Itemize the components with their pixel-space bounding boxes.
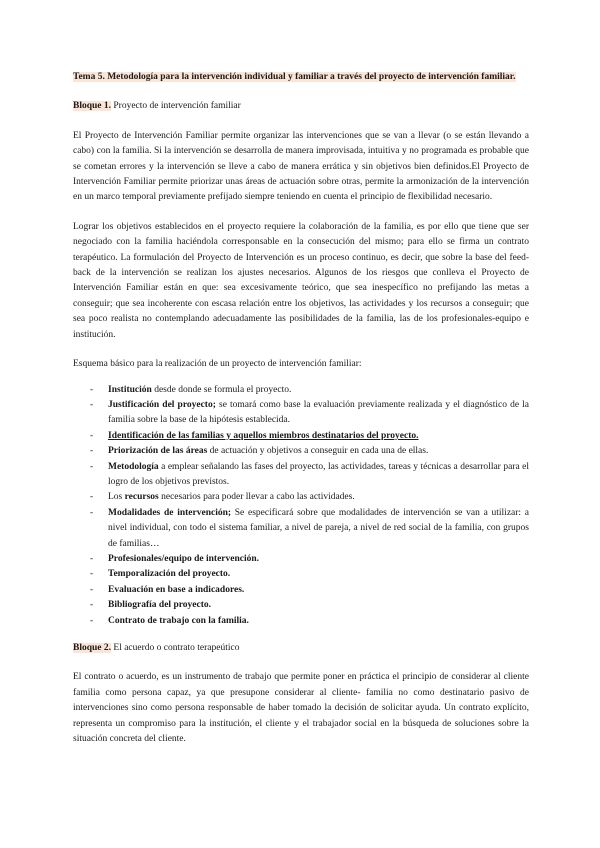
bullet-dash: - bbox=[90, 430, 94, 441]
item-bold: Contrato de trabajo con la familia. bbox=[108, 615, 249, 626]
list-item bbox=[73, 490, 529, 505]
bloque-2-label: Bloque 2. bbox=[73, 643, 112, 653]
item-prefix: Los bbox=[108, 492, 125, 503]
list-item bbox=[73, 614, 529, 629]
paragraph-1: El Proyecto de Intervención Familiar permite organizar las intervenciones que se van a llevar (o se están llevando a cabo) con la familia. Si la intervención se desarrolla de manera improvisada, intuitiva y no programada es probable que se cometan errores y la intervención se lleve a cabo de manera errática y sin objetivos bien definidos.El Proyecto de Intervención Familiar permite priorizar unas áreas de actuación sobre otras, permite la armonización de la intervención en un marco temporal previamente prefijado siempre teniendo en cuenta el principio de flexibilidad necesario. bbox=[73, 130, 529, 203]
item-text: Se especificará sobre que modalidades de intervención se van a utilizar: a nivel individual, con todo el sistema familiar, a nivel de pareja, a nivel de red social de la familia, con grupos de familias… bbox=[108, 507, 529, 549]
bullet-dash: - bbox=[90, 399, 94, 410]
item-bold: Identificación de las familias y aquellos miembros destinatarios del proyecto. bbox=[108, 430, 419, 441]
scheme-intro: Esquema básico para la realización de un proyecto de intervención familiar: bbox=[73, 359, 362, 370]
list-item bbox=[73, 398, 529, 429]
item-bold: Evaluación en base a indicadores. bbox=[108, 584, 245, 595]
item-bold: Modalidades de intervención; bbox=[108, 507, 232, 518]
item-bold: Metodología bbox=[108, 461, 159, 472]
bullet-dash: - bbox=[90, 461, 94, 472]
item-text: desde donde se formula el proyecto. bbox=[151, 384, 292, 395]
bullet-dash: - bbox=[90, 569, 94, 580]
list-item bbox=[73, 583, 529, 598]
bullet-dash: - bbox=[90, 384, 94, 395]
item-text: se tomará como base la evaluación previamente realizada y el diagnóstico de la familia sobre la base de la hipótesis establecida. bbox=[108, 399, 529, 426]
item-bold: Justificación del proyecto; bbox=[108, 399, 216, 410]
title-text: Tema 5. Metodología para la intervención individual y familiar a través del proyecto de intervención familiar. bbox=[73, 72, 516, 82]
list-item bbox=[73, 567, 529, 582]
list-item bbox=[73, 598, 529, 613]
item-bold: recursos bbox=[124, 492, 159, 503]
list-item bbox=[73, 383, 529, 398]
document-page bbox=[73, 70, 529, 761]
list-item bbox=[73, 552, 529, 567]
list-item bbox=[73, 444, 529, 459]
bloque-1-heading bbox=[73, 99, 529, 114]
bullet-dash: - bbox=[90, 492, 94, 503]
paragraph-3: El contrato o acuerdo, es un instrumento de trabajo que permite poner en práctica el principio de considerar al cliente familia como persona capaz, ya que presupone considerar al cliente- familia no como destinatario pasivo de intervenciones sino como persona responsable de haber tomado la decisión de solicitar ayuda. Un contrato explícito, representa un compromiso para la institución, el cliente y el trabajador social en la búsqueda de soluciones sobre la situación concreta del cliente. bbox=[73, 672, 529, 745]
item-text: necesarios para poder llevar a cabo las actividades. bbox=[158, 492, 355, 503]
bloque-2-heading bbox=[73, 641, 529, 656]
bullet-dash: - bbox=[90, 446, 94, 457]
bullet-dash: - bbox=[90, 507, 94, 518]
bullet-dash: - bbox=[90, 553, 94, 564]
item-bold: Temporalización del proyecto. bbox=[108, 569, 231, 580]
paragraph-2: Lograr los objetivos establecidos en el proyecto requiere la colaboración de la familia, es por ello que tiene que ser negociado con la familia haciéndola corresponsable en la consecución del mismo; para ello se firma un contrato terapéutico. La formulación del Proyecto de Intervención es un proceso continuo, es decir, que sobre la base del feed-back de la intervención se realizan los ajustes necesarios. Algunos de los riesgos que conlleva el Proyecto de Intervención Familiar están en que: sea excesivamente teórico, que sea inespecífico no prefijando las metas a conseguir; que sea incoherente con escasa relación entre los objetivos, las actividades y los recursos a conseguir; que sea poco realista no contemplando adecuadamente las posibilidades de la familia, las de los profesionales-equipo e institución. bbox=[73, 221, 529, 340]
item-bold: Profesionales/equipo de intervención. bbox=[108, 553, 260, 564]
document-title bbox=[73, 70, 529, 85]
list-item bbox=[73, 506, 529, 552]
item-text: de actuación y objetivos a conseguir en cada una de ellas. bbox=[207, 446, 429, 457]
list-item bbox=[73, 460, 529, 491]
list-item bbox=[73, 429, 529, 444]
bloque-1-title: Proyecto de intervención familiar bbox=[111, 101, 241, 112]
item-text: a emplear señalando las fases del proyecto, las actividades, tareas y técnicas a desarrollar para el logro de los objetivos previstos. bbox=[108, 461, 529, 487]
bloque-2-title: El acuerdo o contrato terapeútico bbox=[111, 643, 240, 653]
item-bold: Institución bbox=[108, 384, 152, 395]
bullet-dash: - bbox=[90, 615, 94, 626]
bullet-dash: - bbox=[90, 600, 94, 611]
bullet-dash: - bbox=[90, 584, 94, 595]
scheme-list bbox=[73, 383, 529, 630]
item-bold: Bibliografía del proyecto. bbox=[108, 600, 211, 611]
item-bold: Priorización de las áreas bbox=[108, 446, 208, 457]
bloque-1-label: Bloque 1. bbox=[73, 101, 112, 112]
